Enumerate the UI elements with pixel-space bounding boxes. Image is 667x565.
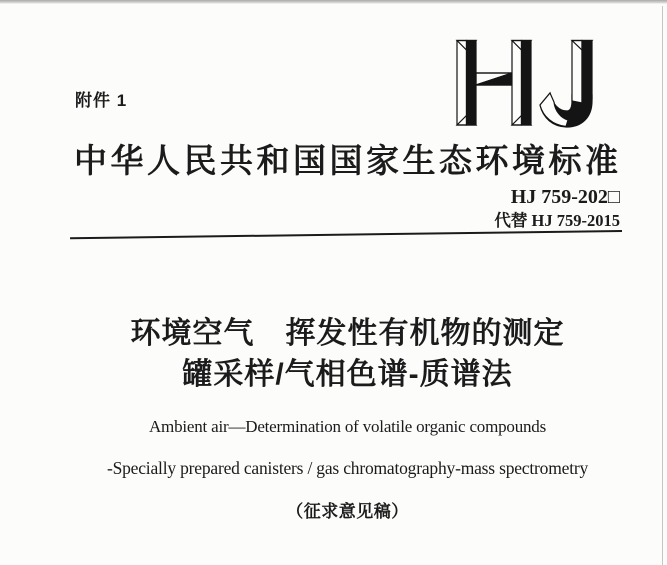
replaces-note: 代替 HJ 759-2015: [494, 211, 620, 230]
title-zh-line2: 罐采样/气相色谱-质谱法: [182, 358, 513, 391]
hj-logo-svg: [454, 39, 596, 129]
hj-logo-icon: [454, 39, 596, 129]
title-en-line2: -Specially prepared canisters / gas chromatography-mass spectrometry: [106, 458, 589, 478]
page-right-edge: [662, 6, 663, 565]
header-rule: [70, 230, 622, 239]
title-en-line1: Ambient air—Determination of volatile organic compounds: [148, 417, 547, 436]
scan-top-edge: [0, 0, 667, 4]
draft-note: （征求意见稿）: [286, 502, 409, 521]
national-standard-heading: 中华人民共和国国家生态环境标准: [74, 144, 622, 180]
standard-number-block: [494, 185, 620, 231]
standard-number: HJ 759-202□: [510, 186, 620, 208]
attachment-label: 附件 1: [75, 91, 128, 110]
title-zh-line1: 环境空气 挥发性有机物的测定: [130, 317, 565, 350]
